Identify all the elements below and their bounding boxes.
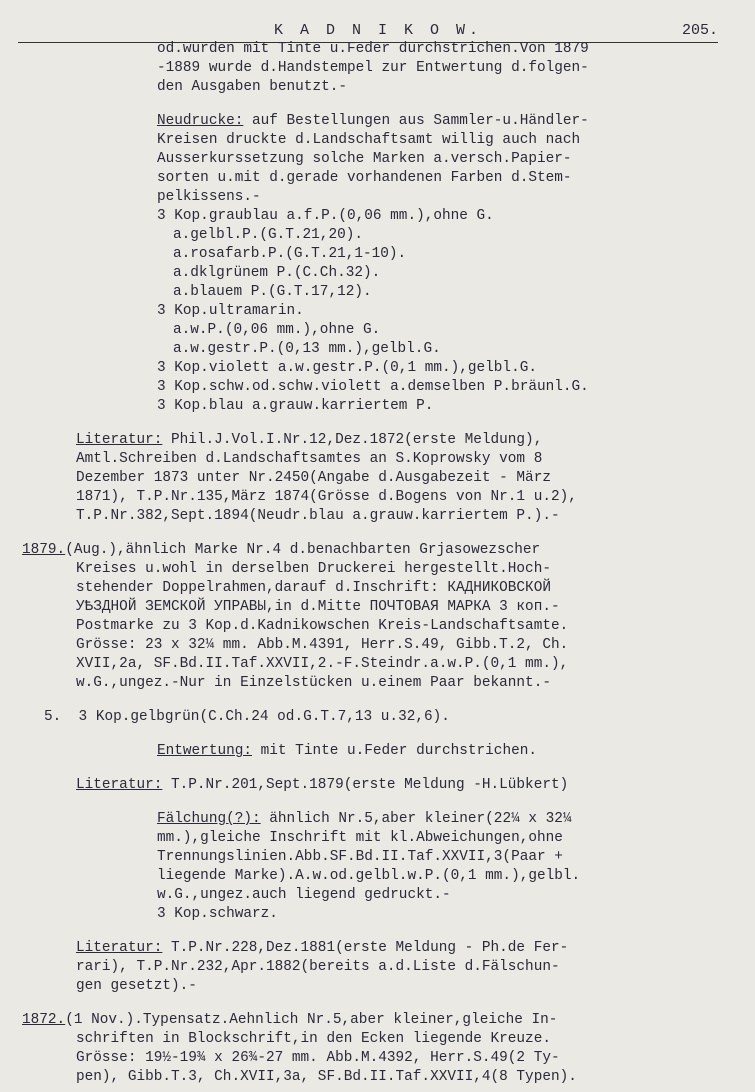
line-text: 3 Kop.ultramarin. <box>157 303 304 319</box>
line-text: a.rosafarb.P.(G.T.21,1-10). <box>173 246 407 262</box>
text-line <box>76 1031 551 1048</box>
text-line <box>157 41 589 58</box>
line-text: 3 Kop.schwarz. <box>157 906 278 922</box>
text-line <box>173 341 441 358</box>
text-line <box>76 959 560 976</box>
text-line <box>157 60 589 77</box>
text-line <box>157 887 451 904</box>
line-text: mit Tinte u.Feder durchstrichen. <box>252 743 537 759</box>
underlined-heading: Literatur: <box>76 940 163 956</box>
line-text: 3 Kop.violett a.w.gestr.P.(0,1 mm.),gelbl.G. <box>157 360 537 376</box>
text-line <box>76 1069 577 1086</box>
text-line <box>157 811 572 828</box>
line-text: Ausserkurssetzung solche Marken a.versch.Papier- <box>157 151 572 167</box>
line-text: T.P.Nr.201,Sept.1879(erste Meldung -H.Lübkert) <box>162 777 569 793</box>
line-text: Kreises u.wohl in derselben Druckerei hergestellt.Hoch- <box>76 561 551 577</box>
line-text: Grösse: 19½-19¾ x 26¾-27 mm. Abb.M.4392, Herr.S.49(2 Ty- <box>76 1050 560 1066</box>
text-line <box>157 113 589 130</box>
text-line <box>76 1050 560 1067</box>
line-text: a.gelbl.P.(G.T.21,20). <box>173 227 363 243</box>
text-line <box>76 489 577 506</box>
text-line <box>157 170 572 187</box>
line-text: 3 Kop.schw.od.schw.violett a.demselben P.bräunl.G. <box>157 379 589 395</box>
line-text: -1889 wurde d.Handstempel zur Entwertung d.folgen- <box>157 60 589 76</box>
text-line <box>157 849 563 866</box>
underlined-heading: 1872. <box>22 1012 66 1028</box>
text-line <box>76 451 542 468</box>
line-text: Phil.J.Vol.I.Nr.12,Dez.1872(erste Meldung), <box>162 432 543 448</box>
underlined-heading: Literatur: <box>76 432 163 448</box>
underlined-heading: Entwertung: <box>157 743 252 759</box>
text-line <box>157 208 494 225</box>
line-text: a.w.gestr.P.(0,13 mm.),gelbl.G. <box>173 341 441 357</box>
line-text: a.blauem P.(G.T.17,12). <box>173 284 372 300</box>
text-line <box>76 940 568 957</box>
line-text: w.G.,ungez.-Nur in Einzelstücken u.einem Paar bekannt.- <box>76 675 551 691</box>
text-line <box>76 470 551 487</box>
text-line <box>76 432 542 449</box>
text-line <box>173 265 380 282</box>
line-text: rari), T.P.Nr.232,Apr.1882(bereits a.d.Liste d.Fälschun- <box>76 959 560 975</box>
text-line <box>76 978 197 995</box>
line-text: den Ausgaben benutzt.- <box>157 79 347 95</box>
text-line <box>76 675 551 692</box>
line-text: a.dklgrünem P.(C.Ch.32). <box>173 265 381 281</box>
text-line <box>44 709 450 726</box>
text-line <box>157 303 304 320</box>
text-line <box>173 246 406 263</box>
line-text: w.G.,ungez.auch liegend gedruckt.- <box>157 887 451 903</box>
text-line <box>157 379 589 396</box>
line-text: 1871), T.P.Nr.135,März 1874(Grösse d.Bogens von Nr.1 u.2), <box>76 489 577 505</box>
line-text: gen gesetzt).- <box>76 978 197 994</box>
line-text: T.P.Nr.228,Dez.1881(erste Meldung - Ph.de Fer- <box>162 940 569 956</box>
line-text: 3 Kop.graublau a.f.P.(0,06 mm.),ohne G. <box>157 208 494 224</box>
line-text: liegende Marke).A.w.od.gelbl.w.P.(0,1 mm.),gelbl. <box>157 868 581 884</box>
line-text: Kreisen druckte d.Landschaftsamt willig auch nach <box>157 132 581 148</box>
text-line <box>157 830 563 847</box>
text-line <box>76 656 568 673</box>
line-text: Trennungslinien.Abb.SF.Bd.II.Taf.XXVII,3(Paar + <box>157 849 563 865</box>
text-line <box>157 743 537 760</box>
line-text: (1 Nov.).Typensatz.Aehnlich Nr.5,aber kleiner,gleiche In- <box>65 1012 558 1028</box>
page-header <box>18 20 718 43</box>
text-line <box>173 284 372 301</box>
text-line <box>22 1012 557 1029</box>
text-line <box>157 132 580 149</box>
text-line <box>157 868 580 885</box>
text-line <box>76 777 568 794</box>
line-text: T.P.Nr.382,Sept.1894(Neudr.blau a.grauw.karriertem P.).- <box>76 508 560 524</box>
line-text: od.wurden mit Tinte u.Feder durchstrichen.Von 1879 <box>157 41 589 57</box>
line-text: Dezember 1873 unter Nr.2450(Angabe d.Ausgabezeit - März <box>76 470 551 486</box>
line-text: auf Bestellungen aus Sammler-u.Händler- <box>243 113 589 129</box>
line-text: (Aug.),ähnlich Marke Nr.4 d.benachbarten Grjasowezscher <box>65 542 541 558</box>
line-text: a.w.P.(0,06 mm.),ohne G. <box>173 322 381 338</box>
text-line <box>157 189 261 206</box>
line-text: ähnlich Nr.5,aber kleiner(22¼ x 32¼ <box>260 811 572 827</box>
text-line <box>76 508 560 525</box>
underlined-heading: Neudrucke: <box>157 113 244 129</box>
text-line <box>157 360 537 377</box>
running-title: K A D N I K O W. <box>274 22 483 39</box>
line-text: pen), Gibb.T.3, Ch.XVII,3a, SF.Bd.II.Taf.XXVII,4(8 Typen). <box>76 1069 577 1085</box>
line-text: XVII,2a, SF.Bd.II.Taf.XXVII,2.-F.Steindr.a.w.P.(0,1 mm.), <box>76 656 569 672</box>
line-text: 3 Kop.blau a.grauw.karriertem P. <box>157 398 434 414</box>
line-text: Grösse: 23 x 32¼ mm. Abb.M.4391, Herr.S.49, Gibb.T.2, Ch. <box>76 637 569 653</box>
text-line <box>76 618 568 635</box>
line-text: schriften in Blockschrift,in den Ecken liegende Kreuze. <box>76 1031 551 1047</box>
line-text: stehender Doppelrahmen,darauf d.Inschrift: КАДНИКОВСКОЙ <box>76 580 551 596</box>
text-line <box>157 79 347 96</box>
text-line <box>22 542 540 559</box>
line-text: 5. 3 Kop.gelbgrün(C.Ch.24 od.G.T.7,13 u.32,6). <box>44 709 450 725</box>
text-line <box>76 637 568 654</box>
page-number: 205. <box>681 22 718 39</box>
text-line <box>76 561 551 578</box>
text-line <box>76 599 560 616</box>
text-line <box>173 227 363 244</box>
text-line <box>173 322 380 339</box>
text-line <box>157 906 278 923</box>
underlined-heading: Fälchung(?): <box>157 811 261 827</box>
text-line <box>157 398 433 415</box>
line-text: pelkissens.- <box>157 189 261 205</box>
line-text: mm.),gleiche Inschrift mit kl.Abweichungen,ohne <box>157 830 563 846</box>
line-text: Amtl.Schreiben d.Landschaftsamtes an S.Koprowsky vom 8 <box>76 451 543 467</box>
text-line <box>157 151 572 168</box>
line-text: sorten u.mit d.gerade vorhandenen Farben d.Stem- <box>157 170 572 186</box>
underlined-heading: Literatur: <box>76 777 163 793</box>
line-text: Postmarke zu 3 Kop.d.Kadnikowschen Kreis-Landschaftsamte. <box>76 618 569 634</box>
underlined-heading: 1879. <box>22 542 66 558</box>
line-text: УѢЗДНОЙ ЗЕМСКОЙ УПРАВЫ,in d.Mitte ПОЧТОВАЯ МАРКА 3 коп.- <box>76 599 560 615</box>
text-line <box>76 580 551 597</box>
